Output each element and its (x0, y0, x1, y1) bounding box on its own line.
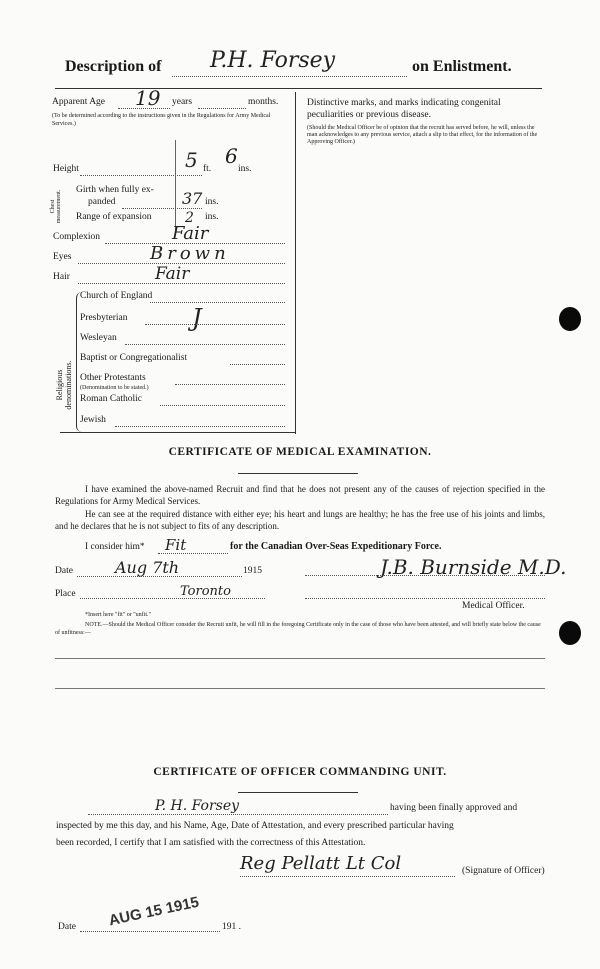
unfit-note: NOTE.—Should the Medical Officer consider the Recruit unfit, he will fill in the foregoing Certificate only in the case of those who have been attested, and will briefly state below the cause of unfitness:— (55, 622, 541, 636)
religion-label: Religious denominations. (55, 360, 73, 410)
height-ft: 5 (185, 148, 198, 172)
religion-mark: J (192, 304, 202, 332)
chest-label: Chest measurement. (50, 189, 62, 224)
place-label: Place (55, 589, 76, 599)
consider-value: Fit (165, 536, 187, 554)
commanding-officer-signature: Reg Pellatt Lt Col (240, 853, 402, 874)
recruit-name: P.H. Forsey (210, 48, 336, 73)
medical-para-1: I have examined the above-named Recruit and find that he does not present any of the causes of rejection specified in the Regulations for Army Medical Services. (55, 484, 545, 506)
other-note: (Denomination to be stated.) (80, 385, 149, 391)
year-label: 1915 (243, 566, 262, 576)
officer-text-2: inspected by me this day, and his Name, Age, Date of Attestation, and every prescribed particular having (56, 821, 454, 831)
ft-label: ft. (203, 164, 212, 174)
religion-wesleyan: Wesleyan (80, 333, 117, 343)
girth-label: Girth when fully ex- (76, 185, 154, 195)
eyes-label: Eyes (53, 252, 72, 262)
religion-roman-catholic: Roman Catholic (80, 394, 143, 404)
officer-text-3: been recorded, I certify that I am satisfied with the correctness of this Attestation. (56, 838, 366, 848)
officer-recruit-name: P. H. Forsey (155, 798, 240, 814)
age-years: 19 (135, 86, 161, 110)
religion-jewish: Jewish (80, 415, 106, 425)
ins-label: ins. (238, 164, 252, 174)
height-label: Height (53, 164, 79, 174)
medical-para-2: He can see at the required distance with either eye; his heart and lungs are healthy; he has the free use of his joints and limbs, and he declares that he is not subject to fits of any description. (55, 509, 545, 531)
officer-certificate-title: CERTIFICATE OF OFFICER COMMANDING UNIT. (153, 766, 447, 778)
hair-label: Hair (53, 272, 70, 282)
ins-label: ins. (205, 197, 219, 207)
title-prefix: Description of (65, 58, 162, 75)
title-suffix: on Enlistment. (412, 58, 512, 75)
range-label: Range of expansion (76, 212, 152, 222)
complexion-label: Complexion (53, 232, 100, 242)
hair-value: Fair (155, 264, 190, 284)
religion-presbyterian: Presbyterian (80, 313, 128, 323)
date-value: Aug 7th (115, 558, 180, 577)
medical-certificate-title: CERTIFICATE OF MEDICAL EXAMINATION. (168, 446, 432, 458)
girth-label-2: panded (88, 197, 116, 207)
religion-church-of-england: Church of England (80, 291, 153, 301)
officer-date-label: Date (58, 922, 76, 932)
place-value: Toronto (180, 584, 231, 599)
range-value: 2 (185, 210, 194, 226)
punch-hole (559, 307, 581, 331)
medical-officer-signature: J.B. Burnside M.D. (380, 555, 567, 579)
religion-baptist: Baptist or Congregationalist (80, 353, 188, 363)
insert-note: *Insert here "fit" or "unfit." (85, 612, 151, 618)
medical-officer-label: Medical Officer. (462, 601, 525, 611)
consider-label: I consider him* (85, 542, 145, 552)
date-label: Date (55, 566, 73, 576)
date-stamp: AUG 15 1915 (107, 893, 201, 930)
officer-year-label: 191 . (222, 922, 241, 932)
punch-hole (559, 621, 581, 645)
age-note: (To be determined according to the instructions given in the Regulations for Army Medical Services.) (52, 113, 271, 127)
months-label: months. (248, 97, 279, 107)
years-label: years (172, 97, 193, 107)
force-label: for the Canadian Over-Seas Expeditionary Force. (230, 541, 442, 552)
height-in: 6 (225, 144, 238, 168)
ins-label: ins. (205, 212, 219, 222)
distinctive-marks-label: Distinctive marks, and marks indicating congenital peculiarities or previous disease. (307, 98, 501, 120)
eyes-value: Brown (150, 243, 230, 264)
age-label: Apparent Age (52, 97, 106, 107)
signature-of-officer-label: (Signature of Officer) (462, 866, 545, 876)
officer-text-1: having been finally approved and (390, 803, 518, 813)
girth-value: 37 (182, 189, 203, 208)
complexion-value: Fair (172, 223, 209, 244)
religion-other-protestants: Other Protestants (80, 373, 146, 383)
distinctive-marks-note: (Should the Medical Officer be of opinion that the recruit has served before, he will, unless the man acknowledges to any previous service, attach a slip to that effect, for the information of the Approving Officer.) (307, 125, 538, 145)
